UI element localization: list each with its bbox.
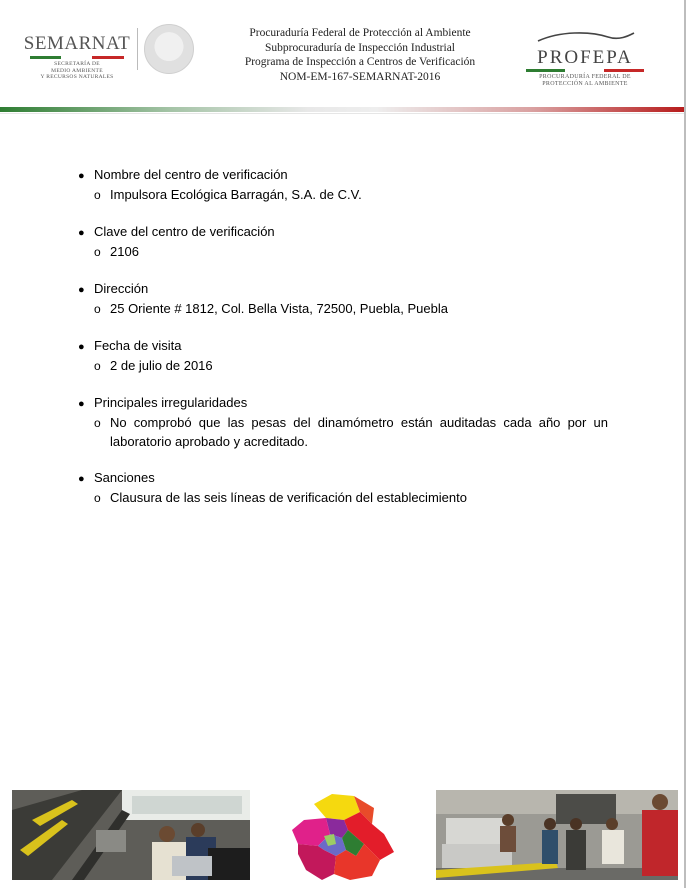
bullet-icon: ● bbox=[78, 170, 85, 182]
national-seal-icon bbox=[144, 24, 194, 74]
sub-bullet-icon: o bbox=[94, 416, 101, 430]
section-value: 25 Oriente # 1812, Col. Bella Vista, 72500, Puebla, Puebla bbox=[110, 301, 448, 316]
semarnat-sub-line: SECRETARÍA DE bbox=[54, 61, 100, 67]
inspectors-photo-icon bbox=[436, 790, 678, 880]
inspection-lane-photo-icon bbox=[12, 790, 250, 880]
sub-bullet-icon: o bbox=[94, 188, 101, 202]
header-thin-rule bbox=[0, 113, 684, 114]
profepa-sub-line: PROTECCIÓN AL AMBIENTE bbox=[542, 81, 628, 87]
puebla-map-icon bbox=[284, 790, 404, 882]
section-heading: Nombre del centro de verificación bbox=[94, 167, 288, 182]
inspection-photo-left bbox=[12, 790, 250, 880]
section-heading: Clave del centro de verificación bbox=[94, 224, 275, 239]
header-title-line: Subprocuraduría de Inspección Industrial bbox=[264, 41, 455, 54]
semarnat-wordmark: SEMARNAT bbox=[23, 33, 131, 54]
header-title-block bbox=[205, 26, 515, 84]
profepa-logo bbox=[522, 30, 648, 88]
verification-details-list bbox=[78, 166, 608, 526]
header-gradient-rule bbox=[0, 107, 684, 112]
section-heading: Principales irregularidades bbox=[94, 395, 248, 410]
list-item bbox=[78, 223, 608, 262]
list-item bbox=[78, 337, 608, 376]
bullet-icon: ● bbox=[78, 473, 85, 485]
list-item bbox=[78, 280, 608, 319]
header-title-line: NOM-EM-167-SEMARNAT-2016 bbox=[279, 70, 441, 83]
sub-bullet-icon: o bbox=[94, 302, 101, 316]
profepa-flag-bar bbox=[526, 69, 644, 72]
section-value: 2106 bbox=[110, 244, 139, 259]
semarnat-sub-line: MEDIO AMBIENTE bbox=[51, 67, 103, 74]
bullet-icon: ● bbox=[78, 341, 85, 353]
profepa-wordmark: PROFEPA bbox=[537, 47, 633, 68]
bullet-icon: ● bbox=[78, 227, 85, 239]
page-edge-rule bbox=[684, 0, 686, 888]
section-value: 2 de julio de 2016 bbox=[110, 358, 213, 373]
bullet-icon: ● bbox=[78, 398, 85, 410]
section-heading: Dirección bbox=[94, 281, 149, 296]
profepa-swoosh-icon bbox=[530, 31, 640, 43]
section-value: Clausura de las seis líneas de verificación del establecimiento bbox=[110, 490, 467, 505]
list-item bbox=[78, 166, 608, 205]
section-heading: Sanciones bbox=[94, 470, 155, 485]
section-value: Impulsora Ecológica Barragán, S.A. de C.V. bbox=[110, 187, 362, 202]
section-heading: Fecha de visita bbox=[94, 338, 182, 353]
semarnat-flag-bar bbox=[30, 56, 124, 59]
semarnat-logo bbox=[22, 34, 132, 81]
document-header bbox=[0, 0, 684, 118]
sub-bullet-icon: o bbox=[94, 245, 101, 259]
profepa-sub-line: PROCURADURÍA FEDERAL DE bbox=[539, 74, 631, 80]
bullet-icon: ● bbox=[78, 284, 85, 296]
sub-bullet-icon: o bbox=[94, 359, 101, 373]
puebla-regions-map bbox=[284, 790, 404, 882]
section-value: No comprobó que las pesas del dinamómetro están auditadas cada año por un laboratorio aprobado y acreditado. bbox=[110, 415, 608, 449]
inspection-photo-right bbox=[436, 790, 678, 880]
list-item bbox=[78, 469, 608, 508]
semarnat-sub-line: Y RECURSOS NATURALES bbox=[40, 74, 114, 80]
logo-divider bbox=[137, 28, 138, 70]
header-title-line: Procuraduría Federal de Protección al Ambiente bbox=[249, 27, 471, 39]
list-item bbox=[78, 394, 608, 451]
header-title-line: Programa de Inspección a Centros de Verificación bbox=[244, 56, 476, 68]
sub-bullet-icon: o bbox=[94, 491, 101, 505]
